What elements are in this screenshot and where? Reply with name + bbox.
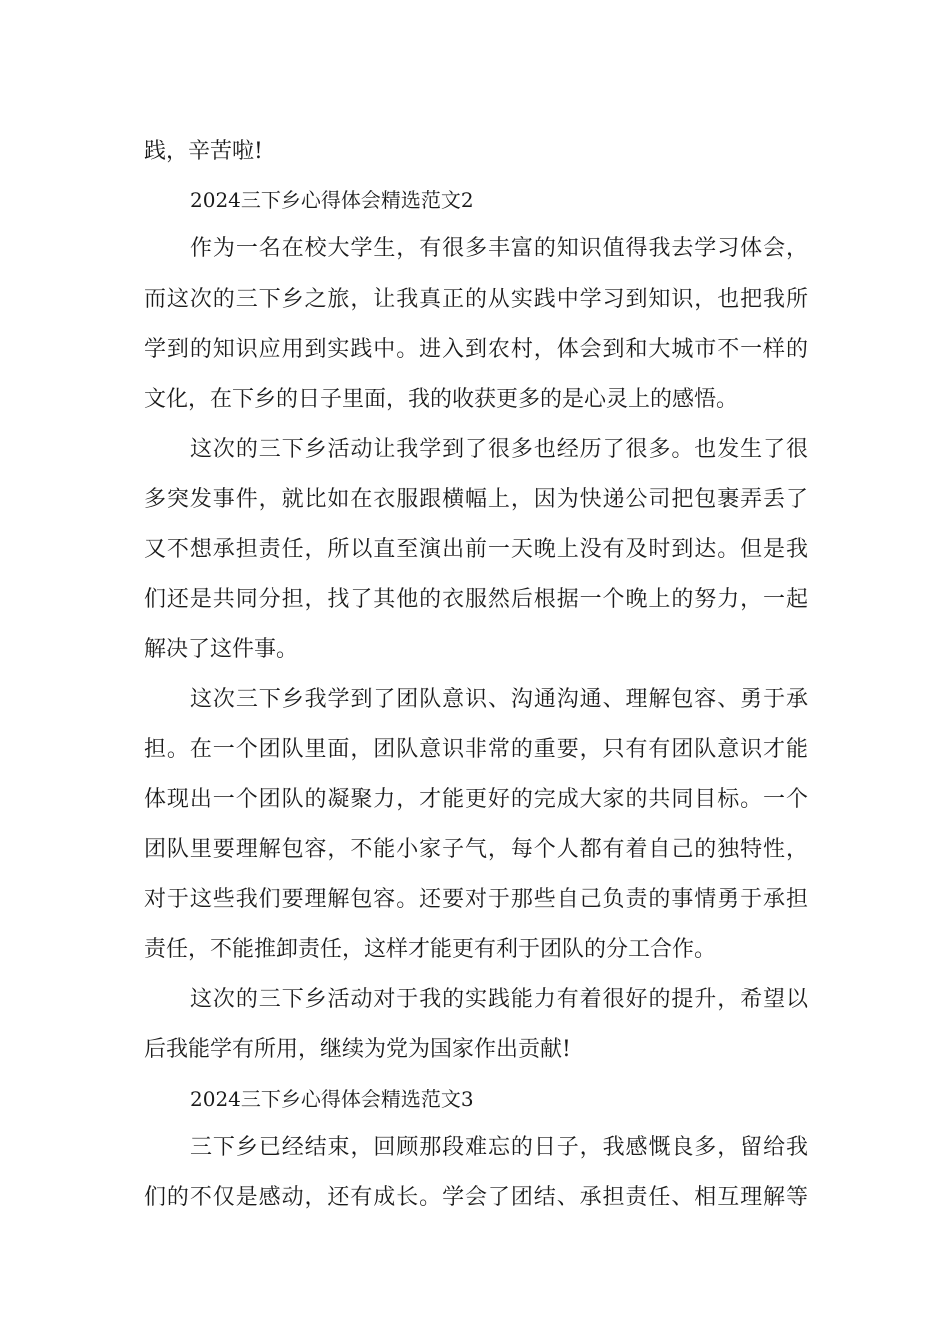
paragraph-line: 又不想承担责任，所以直至演出前一天晚上没有及时到达。但是我 [144, 537, 808, 562]
paragraph-line: 这次的三下乡活动对于我的实践能力有着很好的提升，希望以 [190, 987, 808, 1012]
paragraph-line: 作为一名在校大学生，有很多丰富的知识值得我去学习体会， [190, 236, 808, 261]
paragraph-line: 三下乡已经结束，回顾那段难忘的日子，我感慨良多，留给我 [190, 1135, 808, 1160]
paragraph-line: 体现出一个团队的凝聚力，才能更好的完成大家的共同目标。一个 [144, 787, 808, 812]
paragraph-line: 学到的知识应用到实践中。进入到农村，体会到和大城市不一样的 [144, 337, 808, 362]
paragraph-line: 这次三下乡我学到了团队意识、沟通沟通、理解包容、勇于承 [190, 687, 808, 712]
paragraph-line: 而这次的三下乡之旅，让我真正的从实践中学习到知识，也把我所 [144, 287, 808, 312]
paragraph-line: 后我能学有所用，继续为党为国家作出贡献! [144, 1037, 571, 1062]
paragraph-line: 团队里要理解包容，不能小家子气，每个人都有着自己的独特性， [144, 837, 808, 862]
paragraph-line: 对于这些我们要理解包容。还要对于那些自己负责的事情勇于承担 [144, 887, 808, 912]
paragraph-line: 们的不仅是感动，还有成长。学会了团结、承担责任、相互理解等 [144, 1185, 808, 1210]
paragraph-line: 文化，在下乡的日子里面，我的收获更多的是心灵上的感悟。 [144, 387, 739, 412]
paragraph-line: 担。在一个团队里面，团队意识非常的重要，只有有团队意识才能 [144, 737, 808, 762]
section-heading: 2024三下乡心得体会精选范文2 [190, 188, 474, 212]
paragraph-line: 多突发事件，就比如在衣服跟横幅上，因为快递公司把包裹弄丢了 [144, 487, 808, 512]
paragraph-line: 这次的三下乡活动让我学到了很多也经历了很多。也发生了很 [190, 437, 808, 462]
paragraph-line: 们还是共同分担，找了其他的衣服然后根据一个晚上的努力，一起 [144, 587, 808, 612]
section-heading: 2024三下乡心得体会精选范文3 [190, 1087, 474, 1111]
paragraph-line: 责任，不能推卸责任，这样才能更有利于团队的分工合作。 [144, 937, 717, 962]
paragraph-line: 解决了这件事。 [144, 637, 299, 662]
paragraph-line: 践，辛苦啦! [144, 139, 263, 164]
